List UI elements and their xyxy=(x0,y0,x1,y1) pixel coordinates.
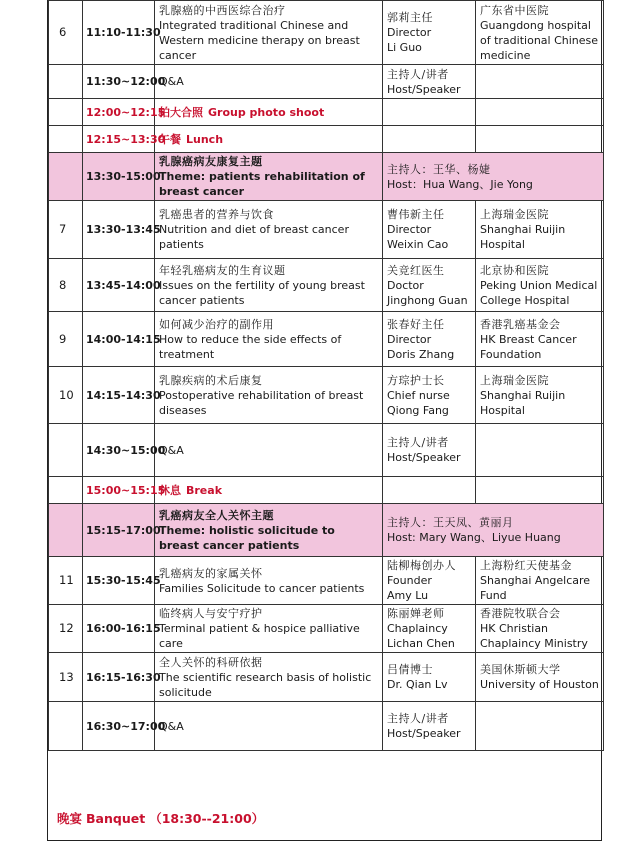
session-organization xyxy=(476,201,604,259)
session-time: 16:30~17:00 xyxy=(83,702,155,751)
session-speaker xyxy=(383,702,476,751)
speaker-line: 主持人/讲者 xyxy=(387,436,449,449)
session-topic xyxy=(155,605,383,653)
session-number xyxy=(49,702,83,751)
session-topic xyxy=(155,99,383,126)
topic-en: Lunch xyxy=(186,132,224,146)
session-organization xyxy=(476,99,604,126)
session-topic xyxy=(155,65,383,99)
speaker-line: Host/Speaker xyxy=(387,451,461,464)
session-speaker xyxy=(383,557,476,605)
speaker-line: 陆柳梅创办人 xyxy=(387,559,456,572)
session-speaker xyxy=(383,201,476,259)
speaker-line: Li Guo xyxy=(387,41,422,54)
speaker-line: 曹伟新主任 xyxy=(387,208,445,221)
organization-line: Shanghai Angelcare Fund xyxy=(480,574,591,602)
topic-cn: 休息 xyxy=(159,483,181,497)
session-time: 13:30-13:45 xyxy=(83,201,155,259)
topic-cn: 乳癌病友全人关怀主题 xyxy=(159,508,274,522)
banquet-time: （18:30--21:00） xyxy=(149,811,265,826)
topic-en: Q&A xyxy=(159,719,184,733)
session-time: 14:15-14:30 xyxy=(83,367,155,424)
speaker-line: 吕倩博士 xyxy=(387,663,433,676)
session-time: 12:15~13:30 xyxy=(83,126,155,153)
speaker-line: Director xyxy=(387,332,432,346)
session-topic xyxy=(155,312,383,367)
speaker-line: Dr. Qian Lv xyxy=(387,678,448,691)
speaker-line: 张春好主任 xyxy=(387,317,445,331)
speaker-line: Jinghong Guan xyxy=(387,293,468,307)
banquet-line xyxy=(48,796,601,840)
organization-line: Guangdong hospital of traditional Chinese medicine xyxy=(480,18,599,62)
agenda-row xyxy=(49,201,604,259)
session-time: 14:30~15:00 xyxy=(83,424,155,477)
speaker-line: Qiong Fang xyxy=(387,403,449,417)
session-time: 15:15-17:00 xyxy=(83,504,155,557)
speaker-line: Amy Lu xyxy=(387,589,429,602)
topic-cn: 午餐 xyxy=(159,132,181,146)
agenda-row xyxy=(49,702,604,751)
session-speaker xyxy=(383,99,476,126)
banquet-cn: 晚宴 xyxy=(57,811,83,826)
session-number xyxy=(49,99,83,126)
organization-line: 美国休斯顿大学 xyxy=(480,663,561,676)
speaker-line: 主持人/讲者 xyxy=(387,67,449,81)
speaker-line: Director xyxy=(387,223,432,236)
agenda-row xyxy=(49,557,604,605)
topic-en: Group photo shoot xyxy=(208,105,325,119)
session-number: 7 xyxy=(49,201,83,259)
agenda-row xyxy=(49,367,604,424)
session-organization xyxy=(476,653,604,702)
session-speaker xyxy=(383,259,476,312)
session-speaker xyxy=(383,605,476,653)
organization-line: 香港乳癌基金会 xyxy=(480,317,561,331)
session-topic xyxy=(155,424,383,477)
host-en: Host：Hua Wang、Jie Yong xyxy=(387,177,533,191)
session-organization xyxy=(476,557,604,605)
session-organization xyxy=(476,477,604,504)
speaker-line: Chief nurse xyxy=(387,388,450,402)
speaker-line: Lichan Chen xyxy=(387,637,455,650)
host-en: Host: Mary Wang、Liyue Huang xyxy=(387,531,561,544)
session-number: 12 xyxy=(49,605,83,653)
session-speaker xyxy=(383,65,476,99)
agenda-row xyxy=(49,99,604,126)
session-topic xyxy=(155,557,383,605)
session-organization xyxy=(476,312,604,367)
session-organization xyxy=(476,702,604,751)
session-organization xyxy=(476,259,604,312)
session-speaker xyxy=(383,424,476,477)
agenda-row xyxy=(49,259,604,312)
organization-line: 香港院牧联合会 xyxy=(480,607,561,620)
speaker-line: Doctor xyxy=(387,278,424,292)
topic-en: Theme: holistic solicitude to breast cancer patients xyxy=(159,523,335,552)
topic-en: How to reduce the side effects of treatment xyxy=(159,332,342,361)
agenda-row xyxy=(49,312,604,367)
session-speaker xyxy=(383,477,476,504)
session-host xyxy=(383,504,604,557)
topic-cn: 年轻乳癌病友的生育议题 xyxy=(159,263,286,277)
session-number: 11 xyxy=(49,557,83,605)
session-number: 8 xyxy=(49,259,83,312)
speaker-line: Host/Speaker xyxy=(387,82,461,96)
agenda-row xyxy=(49,1,604,65)
session-topic xyxy=(155,702,383,751)
topic-cn: 乳腺疾病的术后康复 xyxy=(159,373,263,387)
speaker-line: Founder xyxy=(387,574,432,587)
session-topic xyxy=(155,653,383,702)
topic-cn: 乳癌病友的家属关怀 xyxy=(159,566,263,580)
session-topic xyxy=(155,477,383,504)
organization-line: 上海粉红天使基金 xyxy=(480,559,572,572)
session-time: 12:00~12:15 xyxy=(83,99,155,126)
banquet-en: Banquet xyxy=(86,810,146,826)
organization-line: Peking Union Medical College Hospital xyxy=(480,278,598,307)
session-time: 16:15-16:30 xyxy=(83,653,155,702)
agenda-row xyxy=(49,477,604,504)
speaker-line: Host/Speaker xyxy=(387,727,461,740)
topic-cn: 乳腺癌的中西医综合治疗 xyxy=(159,3,286,17)
topic-en: Integrated traditional Chinese and Western medicine therapy on breast cancer xyxy=(159,18,360,62)
speaker-line: 郭莉主任 xyxy=(387,11,433,24)
topic-cn: 临终病人与安宁疗护 xyxy=(159,607,263,620)
topic-en: Q&A xyxy=(159,443,184,457)
session-speaker xyxy=(383,1,476,65)
host-cn: 主持人：王华、杨婕 xyxy=(387,162,491,176)
session-organization xyxy=(476,126,604,153)
organization-line: HK Christian Chaplaincy Ministry xyxy=(480,622,588,650)
agenda-row xyxy=(49,153,604,201)
session-organization xyxy=(476,605,604,653)
session-topic xyxy=(155,504,383,557)
session-number xyxy=(49,153,83,201)
session-number xyxy=(49,424,83,477)
topic-en: Nutrition and diet of breast cancer patients xyxy=(159,223,349,251)
session-time: 15:00~15:15 xyxy=(83,477,155,504)
session-time: 14:00-14:15 xyxy=(83,312,155,367)
session-topic xyxy=(155,126,383,153)
topic-en: Families Solicitude to cancer patients xyxy=(159,581,365,595)
session-topic xyxy=(155,153,383,201)
topic-en: The scientific research basis of holistic solicitude xyxy=(159,670,372,699)
topic-en: Break xyxy=(186,483,223,497)
session-speaker xyxy=(383,653,476,702)
agenda-row xyxy=(49,65,604,99)
session-speaker xyxy=(383,126,476,153)
topic-en: Postoperative rehabilitation of breast diseases xyxy=(159,388,364,417)
session-organization xyxy=(476,1,604,65)
speaker-line: 方琮护士长 xyxy=(387,373,445,387)
session-number xyxy=(49,126,83,153)
session-speaker xyxy=(383,367,476,424)
session-organization xyxy=(476,65,604,99)
session-organization xyxy=(476,367,604,424)
agenda-row xyxy=(49,126,604,153)
session-topic xyxy=(155,201,383,259)
speaker-line: Doris Zhang xyxy=(387,347,455,361)
agenda-row xyxy=(49,653,604,702)
organization-line: University of Houston xyxy=(480,678,599,691)
session-number: 6 xyxy=(49,1,83,65)
topic-cn: 拍大合照 xyxy=(159,105,203,119)
organization-line: 上海瑞金医院 xyxy=(480,373,549,387)
speaker-line: 关竞红医生 xyxy=(387,263,445,277)
session-organization xyxy=(476,424,604,477)
organization-line: 广东省中医院 xyxy=(480,3,549,17)
topic-en: Issues on the fertility of young breast cancer patients xyxy=(159,278,365,307)
session-number: 10 xyxy=(49,367,83,424)
agenda-row xyxy=(49,504,604,557)
organization-line: HK Breast Cancer Foundation xyxy=(480,332,577,361)
session-number xyxy=(49,504,83,557)
session-time: 13:45-14:00 xyxy=(83,259,155,312)
session-number xyxy=(49,65,83,99)
topic-en: Terminal patient & hospice palliative care xyxy=(159,622,360,650)
organization-line: 北京协和医院 xyxy=(480,263,549,277)
session-number: 13 xyxy=(49,653,83,702)
agenda-table xyxy=(48,0,604,751)
session-number: 9 xyxy=(49,312,83,367)
session-time: 11:10-11:30 xyxy=(83,1,155,65)
session-topic xyxy=(155,1,383,65)
topic-en: Q&A xyxy=(159,75,184,88)
organization-line: Shanghai Ruijin Hospital xyxy=(480,388,566,417)
topic-en: Theme: patients rehabilitation of breast cancer xyxy=(159,170,365,198)
session-time: 11:30~12:00 xyxy=(83,65,155,99)
agenda-row xyxy=(49,424,604,477)
speaker-line: Weixin Cao xyxy=(387,238,449,251)
speaker-line: Director xyxy=(387,26,432,39)
session-topic xyxy=(155,259,383,312)
topic-cn: 乳癌患者的营养与饮食 xyxy=(159,208,274,221)
host-cn: 主持人：王天凤、黄丽月 xyxy=(387,516,514,529)
topic-cn: 如何减少治疗的副作用 xyxy=(159,317,274,331)
speaker-line: 陈丽婵老师 xyxy=(387,607,445,620)
session-topic xyxy=(155,367,383,424)
agenda-sheet xyxy=(47,0,602,841)
session-speaker xyxy=(383,312,476,367)
session-number xyxy=(49,477,83,504)
topic-cn: 乳腺癌病友康复主题 xyxy=(159,155,263,168)
organization-line: 上海瑞金医院 xyxy=(480,208,549,221)
speaker-line: 主持人/讲者 xyxy=(387,712,449,725)
session-time: 13:30-15:00 xyxy=(83,153,155,201)
session-time: 16:00-16:15 xyxy=(83,605,155,653)
session-time: 15:30-15:45 xyxy=(83,557,155,605)
agenda-row xyxy=(49,605,604,653)
organization-line: Shanghai Ruijin Hospital xyxy=(480,223,566,251)
session-host xyxy=(383,153,604,201)
speaker-line: Chaplaincy xyxy=(387,622,448,635)
topic-cn: 全人关怀的科研依据 xyxy=(159,655,263,669)
